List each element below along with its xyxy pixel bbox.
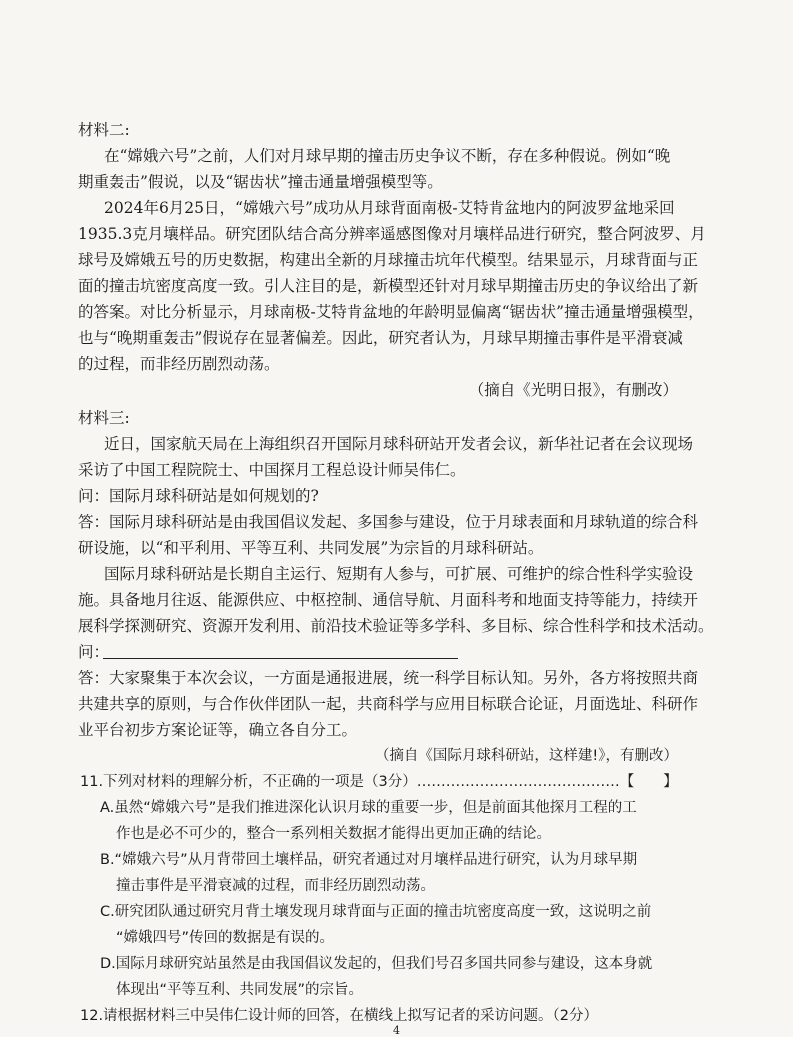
material2-line: 在“嫦娥六号”之前，人们对月球早期的撞击历史争议不断，存在多种假说。例如“晚 (104, 147, 671, 165)
q11-option-c: C.研究团队通过研究月背土壤发现月球背面与正面的撞击坑密度高度一致，这说明之前 (100, 904, 652, 920)
q11-option-d-cont: 体现出“平等互利、共同发展”的宗旨。 (116, 982, 364, 998)
material3-answer: 答：国际月球科研站是由我国倡议发起、多国参与建设，位于月球表面和月球轨道的综合科 (78, 513, 699, 531)
material3-source: （摘自《国际月球科研站，这样建!》，有删改） (374, 748, 678, 764)
q11-option-c-cont: “嫦娥四号”传回的数据是有误的。 (116, 930, 335, 946)
material2-line: 1935.3克月壤样品。研究团队结合高分辨率遥感图像对月壤样品进行研究，整合阿波罗、月 (78, 225, 706, 243)
material3-line: 共建共享的原则，与合作伙伴团队一起，共商科学与应用目标联合论证，月面选址、科研作 (78, 695, 699, 713)
q11-option-b-cont: 撞击事件是平滑衰减的过程，而非经历剧烈动荡。 (116, 878, 435, 894)
material3-line: 施。具备地月往返、能源供应、中枢控制、通信导航、月面科考和地面支持等能力，持续开 (78, 591, 699, 609)
material3-line: 国际月球科研站是长期自主运行、短期有人参与，可扩展、可维护的综合性科学实验设 (104, 565, 694, 583)
page-number: 4 (393, 1024, 400, 1037)
material2-line: 也与“晚期重轰击”假说存在显著偏差。因此，研究者认为，月球早期撞击事件是平滑衰减 (78, 329, 683, 347)
material2-line: 球号及嫦娥五号的历史数据，构建出全新的月球撞击坑年代模型。结果显示，月球背面与正 (78, 251, 699, 269)
material2-heading: 材料二: (78, 121, 130, 139)
q11-option-d: D.国际月球研究站虽然是由我国倡议发起的，但我们号召多国共同参与建设，这本身就 (100, 956, 653, 972)
material3-line: 研设施，以“和平利用、平等互利、共同发展”为宗旨的月球科研站。 (78, 539, 544, 557)
material2-line: 的答案。对比分析显示，月球南极-艾特肯盆地的年龄明显偏离“锯齿状”撞击通量增强模型， (78, 303, 704, 321)
material3-line: 近日，国家航天局在上海组织召开国际月球科研站开发者会议，新华社记者在会议现场 (104, 435, 694, 453)
material3-heading: 材料三: (78, 409, 130, 427)
material2-line: 的过程，而非经历剧烈动荡。 (78, 355, 280, 373)
material3-line: 采访了中国工程院院士、中国探月工程总设计师吴伟仁。 (78, 461, 466, 479)
material2-line: 期重轰击”假说，以及“锯齿状”撞击通量增强模型等。 (78, 173, 443, 191)
q11-option-b: B.“嫦娥六号”从月背带回土壤样品，研究者通过对月壤样品进行研究，认为月球早期 (100, 852, 638, 868)
material3-line: 展科学探测研究、资源开发利用、前沿技术验证等多学科、多目标、综合性科学和技术活动。 (78, 617, 714, 635)
q11-stem: 11.下列对材料的理解分析，不正确的一项是（3分）……………………………………【 】 (80, 774, 678, 790)
q11-option-a: A.虽然“嫦娥六号”是我们推进深化认识月球的重要一步，但是前面其他探月工程的工 (100, 800, 637, 816)
material3-question: 问：国际月球科研站是如何规划的? (78, 487, 319, 505)
material3-answer: 答：大家聚集于本次会议，一方面是通报进展，统一科学目标认知。另外，各方将按照共商 (78, 669, 699, 687)
material3-blank-question: 问： (78, 643, 110, 661)
material2-source: （摘自《光明日报》，有删改） (468, 381, 678, 399)
material3-line: 业平台初步方案论证等，确立各自分工。 (78, 721, 358, 739)
q11-option-a-cont: 作也是必不可少的，整合一系列相关数据才能得出更加正确的结论。 (116, 826, 551, 842)
material2-line: 2024年6月25日，“嫦娥六号”成功从月球背面南极-艾特肯盆地内的阿波罗盆地采回 (104, 199, 675, 217)
q12-stem: 12.请根据材料三中吴伟仁设计师的回答，在横线上拟写记者的采访问题。（2分） (80, 1008, 599, 1024)
material2-line: 面的撞击坑密度高度一致。引人注目的是，新模型还针对月球早期撞击历史的争议给出了新 (78, 277, 699, 295)
answer-blank-line[interactable] (103, 658, 458, 659)
